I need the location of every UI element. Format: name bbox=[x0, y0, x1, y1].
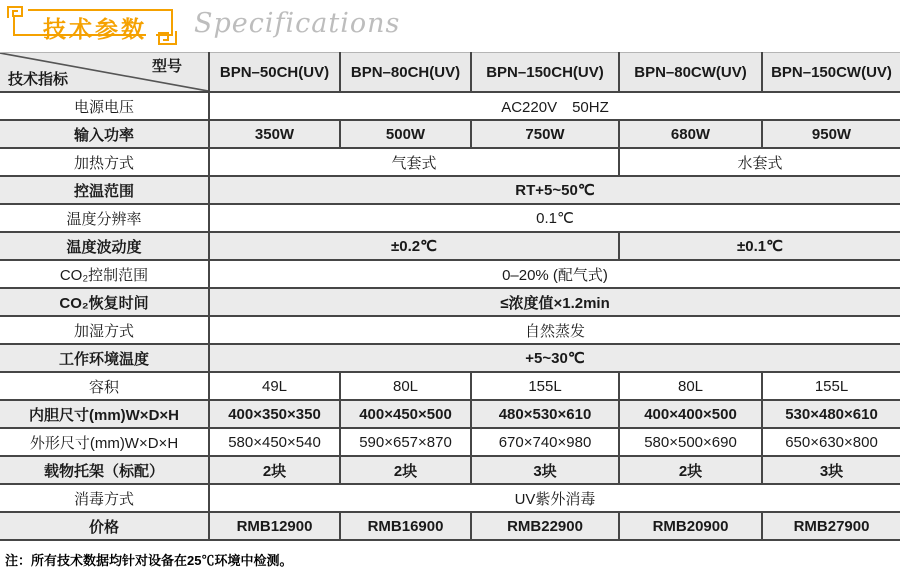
spec-value: 670×740×980 bbox=[471, 428, 619, 456]
spec-value: 530×480×610 bbox=[762, 400, 900, 428]
spec-value: ±0.1℃ bbox=[619, 232, 900, 260]
spec-value: 680W bbox=[619, 120, 762, 148]
spec-value: 400×400×500 bbox=[619, 400, 762, 428]
spec-row bbox=[0, 176, 900, 204]
spec-value: 水套式 bbox=[619, 148, 900, 176]
spec-value: 155L bbox=[762, 372, 900, 400]
spec-value: 500W bbox=[340, 120, 471, 148]
row-label: CO₂控制范围 bbox=[0, 260, 209, 288]
spec-value: 650×630×800 bbox=[762, 428, 900, 456]
row-label: 工作环境温度 bbox=[0, 344, 209, 372]
spec-row bbox=[0, 204, 900, 232]
spec-value: ≤浓度值×1.2min bbox=[209, 288, 900, 316]
spec-value: 气套式 bbox=[209, 148, 619, 176]
model-axis-label: 型号 bbox=[151, 58, 182, 75]
spec-value: 2块 bbox=[340, 456, 471, 484]
spec-row bbox=[0, 232, 900, 260]
title-badge bbox=[6, 4, 178, 46]
spec-value: 2块 bbox=[209, 456, 340, 484]
spec-row bbox=[0, 288, 900, 316]
spec-row bbox=[0, 484, 900, 512]
spec-value: RMB16900 bbox=[340, 512, 471, 540]
page-subtitle: Specifications bbox=[194, 8, 401, 39]
spec-row bbox=[0, 400, 900, 428]
row-label: 价格 bbox=[0, 512, 209, 540]
spec-value: 80L bbox=[340, 372, 471, 400]
row-label: 容积 bbox=[0, 372, 209, 400]
row-label: CO₂恢复时间 bbox=[0, 288, 209, 316]
spec-value: 155L bbox=[471, 372, 619, 400]
spec-value: 590×657×870 bbox=[340, 428, 471, 456]
model-column-header: BPN–80CH(UV) bbox=[340, 53, 471, 93]
spec-value: RMB22900 bbox=[471, 512, 619, 540]
spec-row bbox=[0, 512, 900, 540]
model-column-header: BPN–50CH(UV) bbox=[209, 53, 340, 93]
spec-value: 2块 bbox=[619, 456, 762, 484]
row-label: 加湿方式 bbox=[0, 316, 209, 344]
spec-row bbox=[0, 92, 900, 120]
row-label: 外形尺寸(mm)W×D×H bbox=[0, 428, 209, 456]
footnote: 注：所有技术数据均针对设备在25℃环境中检测。 bbox=[5, 553, 293, 568]
spec-value: 750W bbox=[471, 120, 619, 148]
spec-row bbox=[0, 260, 900, 288]
spec-value: 49L bbox=[209, 372, 340, 400]
row-label: 温度分辨率 bbox=[0, 204, 209, 232]
spec-value: UV紫外消毒 bbox=[209, 484, 900, 512]
row-label: 电源电压 bbox=[0, 92, 209, 120]
spec-value: 400×450×500 bbox=[340, 400, 471, 428]
spec-value: RT+5~50℃ bbox=[209, 176, 900, 204]
row-label: 载物托架（标配） bbox=[0, 456, 209, 484]
spec-row bbox=[0, 316, 900, 344]
model-column-header: BPN–150CH(UV) bbox=[471, 53, 619, 93]
spec-value: 400×350×350 bbox=[209, 400, 340, 428]
spec-value: 580×450×540 bbox=[209, 428, 340, 456]
row-label: 控温范围 bbox=[0, 176, 209, 204]
spec-value: 80L bbox=[619, 372, 762, 400]
spec-row bbox=[0, 148, 900, 176]
spec-value: 3块 bbox=[762, 456, 900, 484]
spec-value: 3块 bbox=[471, 456, 619, 484]
model-column-header: BPN–80CW(UV) bbox=[619, 53, 762, 93]
page-header bbox=[0, 0, 900, 50]
spec-value: 350W bbox=[209, 120, 340, 148]
spec-value: ±0.2℃ bbox=[209, 232, 619, 260]
indicator-axis-label: 技术指标 bbox=[8, 71, 69, 88]
row-label: 温度波动度 bbox=[0, 232, 209, 260]
spec-value: 480×530×610 bbox=[471, 400, 619, 428]
spec-value: 950W bbox=[762, 120, 900, 148]
specifications-table bbox=[0, 52, 900, 541]
spec-row bbox=[0, 428, 900, 456]
corner-cell bbox=[0, 53, 209, 93]
spec-value: AC220V 50HZ bbox=[209, 92, 900, 120]
spec-value: 0.1℃ bbox=[209, 204, 900, 232]
spec-value: RMB12900 bbox=[209, 512, 340, 540]
spec-row bbox=[0, 456, 900, 484]
model-column-header: BPN–150CW(UV) bbox=[762, 53, 900, 93]
spec-row bbox=[0, 120, 900, 148]
spec-row bbox=[0, 372, 900, 400]
spec-value: RMB20900 bbox=[619, 512, 762, 540]
spec-row bbox=[0, 344, 900, 372]
spec-value: +5~30℃ bbox=[209, 344, 900, 372]
header-row bbox=[0, 53, 900, 93]
row-label: 消毒方式 bbox=[0, 484, 209, 512]
spec-value: RMB27900 bbox=[762, 512, 900, 540]
spec-value: 0–20% (配气式) bbox=[209, 260, 900, 288]
spec-value: 自然蒸发 bbox=[209, 316, 900, 344]
row-label: 加热方式 bbox=[0, 148, 209, 176]
row-label: 内胆尺寸(mm)W×D×H bbox=[0, 400, 209, 428]
row-label: 输入功率 bbox=[0, 120, 209, 148]
spec-value: 580×500×690 bbox=[619, 428, 762, 456]
page-title: 技术参数 bbox=[43, 16, 147, 42]
